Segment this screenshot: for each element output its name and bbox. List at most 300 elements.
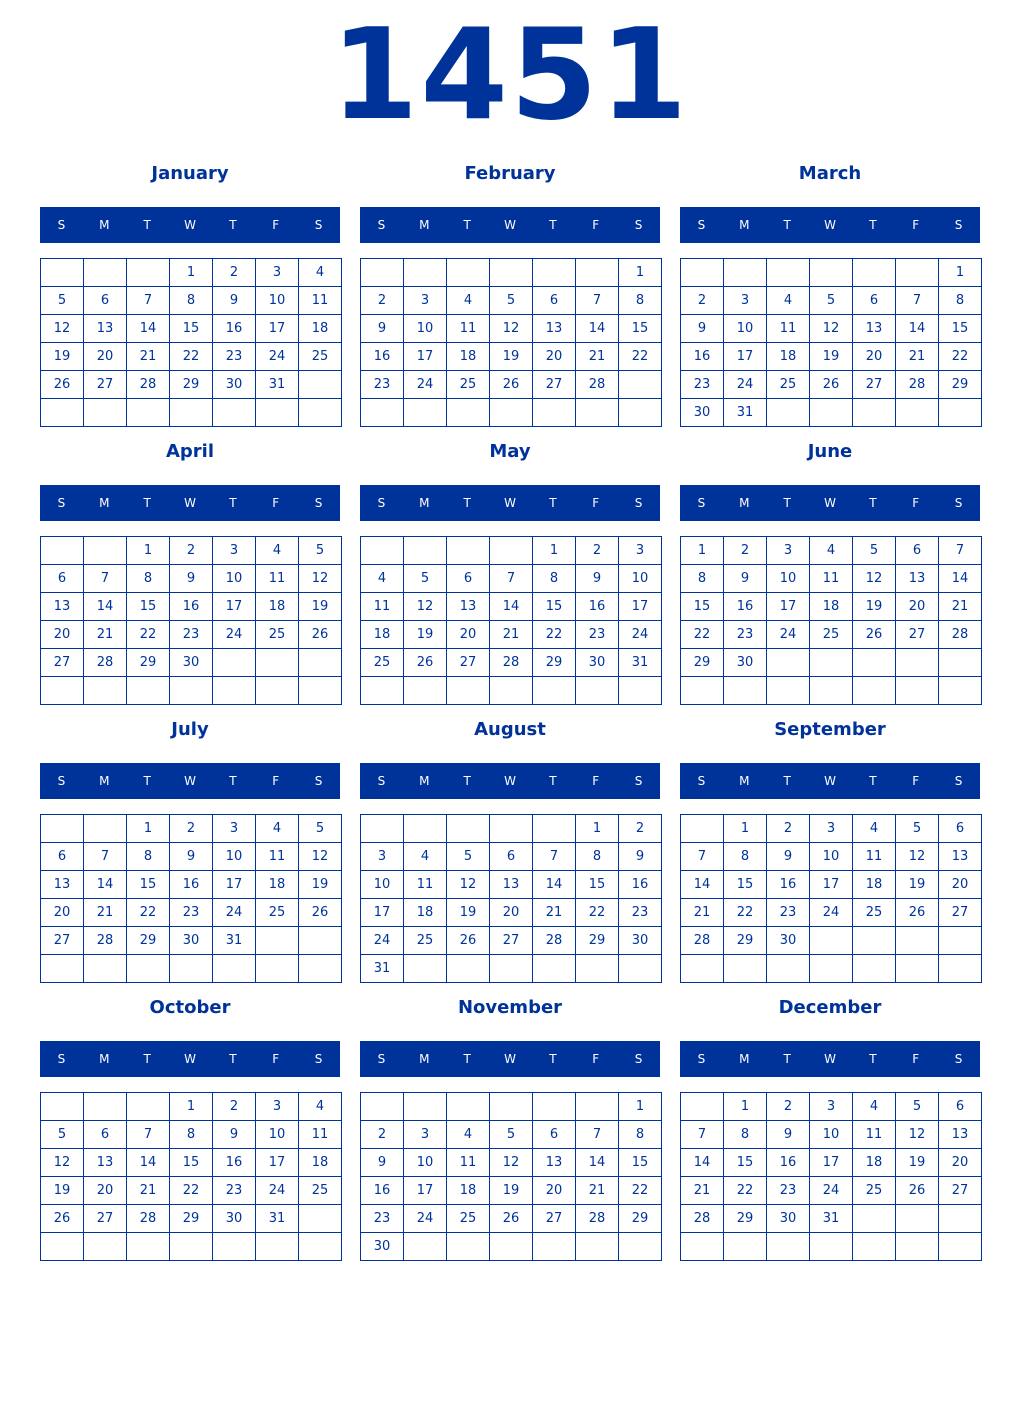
empty-day-cell: [490, 537, 533, 565]
day-cell: 19: [810, 343, 853, 371]
day-cell: 13: [533, 1149, 576, 1177]
week-row: [361, 843, 662, 871]
empty-day-cell: [896, 1233, 939, 1261]
empty-day-cell: [299, 677, 342, 705]
weekday-label: S: [954, 496, 963, 510]
day-cell: 8: [170, 1121, 213, 1149]
week-row: [41, 1121, 342, 1149]
day-cell: 7: [681, 1121, 724, 1149]
day-cell: 31: [361, 955, 404, 983]
empty-day-cell: [490, 399, 533, 427]
empty-day-cell: [490, 1233, 533, 1261]
empty-day-cell: [490, 677, 533, 705]
day-cell: 17: [810, 1149, 853, 1177]
day-grid: [40, 258, 342, 427]
week-row: [681, 1177, 982, 1205]
day-cell: 23: [170, 621, 213, 649]
day-cell: 3: [767, 537, 810, 565]
day-cell: 17: [724, 343, 767, 371]
day-cell: 30: [767, 1205, 810, 1233]
day-cell: 27: [533, 371, 576, 399]
day-cell: 22: [576, 899, 619, 927]
empty-day-cell: [447, 259, 490, 287]
day-cell: 19: [299, 871, 342, 899]
day-cell: 9: [576, 565, 619, 593]
day-cell: 9: [681, 315, 724, 343]
day-cell: 24: [213, 621, 256, 649]
day-cell: 7: [127, 287, 170, 315]
weekday-label: T: [463, 218, 471, 232]
day-cell: 1: [127, 537, 170, 565]
empty-day-cell: [404, 1233, 447, 1261]
day-cell: 16: [213, 315, 256, 343]
day-cell: 27: [41, 927, 84, 955]
weekday-label: T: [229, 218, 237, 232]
day-cell: 16: [724, 593, 767, 621]
day-cell: 16: [576, 593, 619, 621]
day-cell: 25: [256, 899, 299, 927]
day-cell: 1: [533, 537, 576, 565]
day-cell: 2: [213, 259, 256, 287]
day-cell: 16: [681, 343, 724, 371]
weekday-header: [360, 1041, 660, 1077]
month-name: August: [474, 719, 546, 740]
week-row: [41, 1233, 342, 1261]
day-cell: 25: [447, 371, 490, 399]
weekday-label: T: [143, 1052, 151, 1066]
empty-day-cell: [810, 677, 853, 705]
day-cell: 18: [853, 1149, 896, 1177]
empty-day-cell: [619, 399, 662, 427]
day-cell: 12: [810, 315, 853, 343]
week-row: [361, 1177, 662, 1205]
day-cell: 18: [767, 343, 810, 371]
day-cell: 5: [896, 815, 939, 843]
month-name: October: [149, 997, 231, 1018]
empty-day-cell: [896, 677, 939, 705]
empty-day-cell: [490, 815, 533, 843]
day-cell: 10: [256, 287, 299, 315]
day-cell: 21: [681, 899, 724, 927]
day-cell: 17: [619, 593, 662, 621]
day-cell: 21: [84, 621, 127, 649]
weekday-header: [360, 485, 660, 521]
day-cell: 2: [361, 1121, 404, 1149]
day-cell: 14: [576, 1149, 619, 1177]
empty-day-cell: [533, 399, 576, 427]
day-cell: 13: [41, 871, 84, 899]
day-cell: 4: [810, 537, 853, 565]
empty-day-cell: [41, 399, 84, 427]
week-row: [681, 565, 982, 593]
day-cell: 27: [84, 1205, 127, 1233]
day-cell: 25: [853, 899, 896, 927]
day-cell: 13: [939, 1121, 982, 1149]
day-cell: 2: [170, 815, 213, 843]
weekday-label: M: [99, 218, 110, 232]
day-cell: 24: [810, 899, 853, 927]
month-name: November: [457, 997, 563, 1018]
weekday-label: S: [697, 218, 706, 232]
day-cell: 22: [724, 1177, 767, 1205]
week-row: [681, 677, 982, 705]
weekday-label: S: [377, 1052, 386, 1066]
month-name: December: [778, 997, 882, 1018]
empty-day-cell: [853, 955, 896, 983]
day-cell: 14: [939, 565, 982, 593]
month-name: September: [774, 719, 886, 740]
day-cell: 17: [213, 593, 256, 621]
empty-day-cell: [447, 537, 490, 565]
weekday-label: F: [272, 496, 280, 510]
weekday-label: W: [504, 218, 516, 232]
day-cell: 14: [490, 593, 533, 621]
weekday-label: S: [377, 774, 386, 788]
day-cell: 5: [299, 537, 342, 565]
day-cell: 9: [213, 1121, 256, 1149]
day-cell: 15: [576, 871, 619, 899]
day-cell: 21: [681, 1177, 724, 1205]
day-cell: 19: [41, 1177, 84, 1205]
empty-day-cell: [213, 677, 256, 705]
empty-day-cell: [299, 1233, 342, 1261]
day-cell: 13: [447, 593, 490, 621]
weekday-label: F: [912, 218, 920, 232]
day-cell: 18: [256, 593, 299, 621]
day-cell: 10: [404, 1149, 447, 1177]
day-grid: [680, 1092, 982, 1261]
day-cell: 28: [84, 927, 127, 955]
empty-day-cell: [299, 649, 342, 677]
day-cell: 2: [681, 287, 724, 315]
day-cell: 12: [299, 843, 342, 871]
week-row: [681, 259, 982, 287]
week-row: [41, 1149, 342, 1177]
empty-day-cell: [127, 259, 170, 287]
empty-day-cell: [41, 259, 84, 287]
week-row: [361, 371, 662, 399]
day-cell: 17: [404, 1177, 447, 1205]
day-cell: 9: [170, 565, 213, 593]
day-cell: 1: [619, 1093, 662, 1121]
day-cell: 8: [619, 287, 662, 315]
day-cell: 25: [256, 621, 299, 649]
day-cell: 20: [41, 621, 84, 649]
day-cell: 23: [170, 899, 213, 927]
day-cell: 20: [84, 1177, 127, 1205]
day-cell: 16: [767, 871, 810, 899]
week-row: [361, 677, 662, 705]
day-cell: 18: [404, 899, 447, 927]
day-cell: 30: [576, 649, 619, 677]
day-grid: [360, 258, 662, 427]
day-cell: 9: [170, 843, 213, 871]
weekday-label: W: [504, 774, 516, 788]
empty-day-cell: [170, 399, 213, 427]
empty-day-cell: [576, 399, 619, 427]
day-cell: 1: [939, 259, 982, 287]
week-row: [361, 287, 662, 315]
weekday-label: T: [229, 1052, 237, 1066]
empty-day-cell: [447, 399, 490, 427]
day-cell: 15: [724, 1149, 767, 1177]
week-row: [361, 1149, 662, 1177]
empty-day-cell: [41, 1093, 84, 1121]
empty-day-cell: [256, 649, 299, 677]
day-cell: 3: [256, 259, 299, 287]
weekday-label: T: [463, 496, 471, 510]
empty-day-cell: [361, 677, 404, 705]
week-row: [681, 287, 982, 315]
day-cell: 10: [213, 843, 256, 871]
day-cell: 29: [127, 927, 170, 955]
day-cell: 4: [853, 815, 896, 843]
weekday-label: S: [634, 774, 643, 788]
day-cell: 21: [939, 593, 982, 621]
day-cell: 28: [681, 927, 724, 955]
weekday-label: T: [463, 1052, 471, 1066]
day-cell: 6: [939, 815, 982, 843]
week-row: [41, 677, 342, 705]
day-cell: 11: [299, 287, 342, 315]
day-cell: 19: [299, 593, 342, 621]
day-cell: 18: [299, 315, 342, 343]
day-cell: 8: [576, 843, 619, 871]
weekday-label: W: [824, 1052, 836, 1066]
day-cell: 20: [896, 593, 939, 621]
weekday-label: T: [783, 774, 791, 788]
day-cell: 2: [767, 815, 810, 843]
empty-day-cell: [447, 955, 490, 983]
day-cell: 22: [127, 899, 170, 927]
day-cell: 27: [939, 899, 982, 927]
day-cell: 29: [170, 1205, 213, 1233]
empty-day-cell: [533, 1093, 576, 1121]
day-cell: 8: [533, 565, 576, 593]
empty-day-cell: [853, 649, 896, 677]
empty-day-cell: [41, 815, 84, 843]
empty-day-cell: [724, 955, 767, 983]
week-row: [681, 371, 982, 399]
empty-day-cell: [939, 1205, 982, 1233]
empty-day-cell: [939, 677, 982, 705]
day-cell: 4: [447, 287, 490, 315]
weekday-label: F: [592, 1052, 600, 1066]
empty-day-cell: [299, 399, 342, 427]
day-cell: 14: [533, 871, 576, 899]
empty-day-cell: [256, 927, 299, 955]
week-row: [681, 871, 982, 899]
empty-day-cell: [127, 1233, 170, 1261]
week-row: [681, 399, 982, 427]
day-cell: 2: [619, 815, 662, 843]
empty-day-cell: [810, 259, 853, 287]
day-cell: 3: [404, 287, 447, 315]
day-cell: 31: [256, 1205, 299, 1233]
day-cell: 8: [724, 843, 767, 871]
day-cell: 12: [896, 1121, 939, 1149]
day-cell: 24: [404, 1205, 447, 1233]
day-cell: 6: [447, 565, 490, 593]
empty-day-cell: [724, 1233, 767, 1261]
day-cell: 25: [299, 343, 342, 371]
week-row: [41, 621, 342, 649]
week-row: [41, 899, 342, 927]
weekday-label: M: [99, 774, 110, 788]
day-grid: [360, 536, 662, 705]
empty-day-cell: [533, 1233, 576, 1261]
day-cell: 11: [767, 315, 810, 343]
weekday-label: F: [912, 774, 920, 788]
day-cell: 22: [170, 343, 213, 371]
day-cell: 17: [256, 1149, 299, 1177]
day-cell: 24: [361, 927, 404, 955]
empty-day-cell: [533, 955, 576, 983]
day-cell: 11: [404, 871, 447, 899]
weekday-header: [40, 207, 340, 243]
day-cell: 6: [853, 287, 896, 315]
day-cell: 16: [767, 1149, 810, 1177]
day-cell: 25: [361, 649, 404, 677]
empty-day-cell: [896, 927, 939, 955]
day-cell: 2: [213, 1093, 256, 1121]
day-cell: 17: [810, 871, 853, 899]
day-cell: 28: [533, 927, 576, 955]
weekday-label: S: [634, 218, 643, 232]
day-cell: 12: [447, 871, 490, 899]
day-cell: 22: [724, 899, 767, 927]
day-cell: 29: [619, 1205, 662, 1233]
empty-day-cell: [767, 649, 810, 677]
empty-day-cell: [724, 259, 767, 287]
day-cell: 23: [619, 899, 662, 927]
empty-day-cell: [939, 955, 982, 983]
empty-day-cell: [619, 677, 662, 705]
day-cell: 22: [170, 1177, 213, 1205]
day-cell: 23: [213, 343, 256, 371]
weekday-label: W: [184, 1052, 196, 1066]
day-grid: [40, 1092, 342, 1261]
empty-day-cell: [84, 955, 127, 983]
day-cell: 4: [767, 287, 810, 315]
empty-day-cell: [681, 1093, 724, 1121]
weekday-header: [40, 1041, 340, 1077]
day-cell: 13: [84, 1149, 127, 1177]
day-cell: 4: [256, 815, 299, 843]
empty-day-cell: [939, 649, 982, 677]
empty-day-cell: [84, 1233, 127, 1261]
day-cell: 31: [256, 371, 299, 399]
weekday-label: T: [783, 496, 791, 510]
day-cell: 22: [619, 1177, 662, 1205]
week-row: [41, 343, 342, 371]
day-cell: 29: [939, 371, 982, 399]
day-cell: 18: [853, 871, 896, 899]
day-grid: [680, 536, 982, 705]
day-cell: 7: [681, 843, 724, 871]
day-cell: 2: [361, 287, 404, 315]
week-row: [681, 1121, 982, 1149]
empty-day-cell: [939, 1233, 982, 1261]
weekday-label: W: [184, 218, 196, 232]
day-cell: 12: [299, 565, 342, 593]
day-cell: 3: [213, 815, 256, 843]
week-row: [681, 315, 982, 343]
day-cell: 13: [939, 843, 982, 871]
weekday-label: S: [57, 1052, 66, 1066]
empty-day-cell: [810, 399, 853, 427]
day-cell: 21: [533, 899, 576, 927]
day-cell: 28: [939, 621, 982, 649]
day-cell: 5: [896, 1093, 939, 1121]
day-cell: 21: [127, 343, 170, 371]
day-cell: 25: [853, 1177, 896, 1205]
empty-day-cell: [681, 677, 724, 705]
day-cell: 23: [767, 899, 810, 927]
day-cell: 28: [84, 649, 127, 677]
week-row: [361, 899, 662, 927]
day-cell: 28: [576, 371, 619, 399]
day-cell: 4: [299, 1093, 342, 1121]
empty-day-cell: [404, 1093, 447, 1121]
empty-day-cell: [127, 1093, 170, 1121]
day-cell: 21: [576, 1177, 619, 1205]
day-cell: 6: [533, 1121, 576, 1149]
empty-day-cell: [533, 677, 576, 705]
day-cell: 25: [767, 371, 810, 399]
day-cell: 1: [170, 1093, 213, 1121]
empty-day-cell: [84, 677, 127, 705]
weekday-label: W: [504, 1052, 516, 1066]
empty-day-cell: [896, 1205, 939, 1233]
week-row: [41, 399, 342, 427]
day-cell: 25: [299, 1177, 342, 1205]
empty-day-cell: [896, 259, 939, 287]
day-cell: 16: [361, 343, 404, 371]
week-row: [361, 399, 662, 427]
day-cell: 21: [576, 343, 619, 371]
week-row: [361, 1233, 662, 1261]
week-row: [681, 955, 982, 983]
day-cell: 29: [127, 649, 170, 677]
empty-day-cell: [170, 1233, 213, 1261]
day-grid: [360, 1092, 662, 1261]
day-cell: 4: [853, 1093, 896, 1121]
weekday-label: S: [954, 1052, 963, 1066]
empty-day-cell: [810, 649, 853, 677]
day-cell: 9: [724, 565, 767, 593]
day-grid: [360, 814, 662, 983]
week-row: [41, 815, 342, 843]
week-row: [681, 649, 982, 677]
day-cell: 20: [939, 871, 982, 899]
day-cell: 10: [213, 565, 256, 593]
weekday-header: [680, 763, 980, 799]
day-cell: 24: [724, 371, 767, 399]
day-cell: 11: [810, 565, 853, 593]
day-cell: 5: [490, 287, 533, 315]
day-cell: 31: [724, 399, 767, 427]
day-cell: 11: [299, 1121, 342, 1149]
weekday-label: M: [99, 1052, 110, 1066]
day-cell: 10: [256, 1121, 299, 1149]
empty-day-cell: [853, 399, 896, 427]
day-cell: 29: [170, 371, 213, 399]
day-cell: 15: [681, 593, 724, 621]
day-cell: 15: [170, 1149, 213, 1177]
weekday-label: M: [739, 218, 750, 232]
month-name: January: [151, 163, 229, 184]
